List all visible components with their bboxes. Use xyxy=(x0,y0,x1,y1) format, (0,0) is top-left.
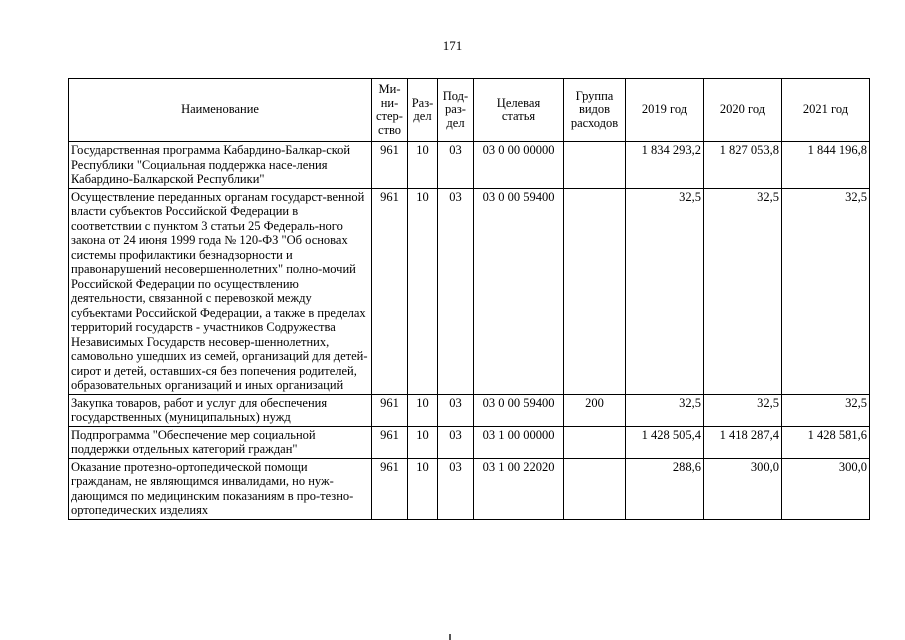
row-subsection: 03 xyxy=(438,188,474,394)
table-row xyxy=(69,394,870,426)
row-2020: 1 827 053,8 xyxy=(704,142,782,189)
row-2020: 1 418 287,4 xyxy=(704,426,782,458)
row-2021: 300,0 xyxy=(782,458,870,519)
row-ministry: 961 xyxy=(372,188,408,394)
row-ministry: 961 xyxy=(372,142,408,189)
header-2020 xyxy=(704,79,782,142)
header-name-text: Наименование xyxy=(181,102,259,117)
row-2021: 1 844 196,8 xyxy=(782,142,870,189)
row-group xyxy=(564,142,626,189)
row-2020: 32,5 xyxy=(704,188,782,394)
row-ministry: 961 xyxy=(372,426,408,458)
row-section: 10 xyxy=(408,458,438,519)
row-name: Закупка товаров, работ и услуг для обеспечения государственных (муниципальных) нужд xyxy=(69,394,372,426)
header-target-text: Целевая статья xyxy=(496,95,541,123)
row-2019: 1 834 293,2 xyxy=(626,142,704,189)
table-header-row xyxy=(69,79,870,142)
table-row xyxy=(69,458,870,519)
row-group xyxy=(564,458,626,519)
row-subsection: 03 xyxy=(438,394,474,426)
row-subsection: 03 xyxy=(438,426,474,458)
row-ministry: 961 xyxy=(372,394,408,426)
row-section: 10 xyxy=(408,426,438,458)
row-2019: 32,5 xyxy=(626,394,704,426)
header-section xyxy=(408,79,438,142)
row-2021: 1 428 581,6 xyxy=(782,426,870,458)
row-2020: 32,5 xyxy=(704,394,782,426)
row-section: 10 xyxy=(408,142,438,189)
row-section: 10 xyxy=(408,188,438,394)
page-bottom-mark xyxy=(449,634,451,640)
table-row xyxy=(69,142,870,189)
header-group-text: Группа видов расходов xyxy=(570,88,619,130)
header-section-text: Раз- дел xyxy=(411,95,434,123)
table-row xyxy=(69,426,870,458)
row-2019: 32,5 xyxy=(626,188,704,394)
header-2019 xyxy=(626,79,704,142)
header-ministry xyxy=(372,79,408,142)
row-name: Подпрограмма "Обеспечение мер социальной поддержки отдельных категорий граждан" xyxy=(69,426,372,458)
header-group xyxy=(564,79,626,142)
table-row xyxy=(69,188,870,394)
header-subsection xyxy=(438,79,474,142)
row-group xyxy=(564,188,626,394)
row-section: 10 xyxy=(408,394,438,426)
header-subsection-text: Под- раз- дел xyxy=(442,88,469,130)
row-subsection: 03 xyxy=(438,458,474,519)
row-2020: 300,0 xyxy=(704,458,782,519)
header-ministry-text: Ми- ни- стер- ство xyxy=(376,82,403,137)
header-2021-text: 2021 год xyxy=(802,102,849,117)
row-2019: 1 428 505,4 xyxy=(626,426,704,458)
row-target: 03 1 00 22020 xyxy=(474,458,564,519)
row-target: 03 0 00 59400 xyxy=(474,394,564,426)
row-2021: 32,5 xyxy=(782,394,870,426)
page-number: 171 xyxy=(442,38,463,53)
row-target: 03 0 00 59400 xyxy=(474,188,564,394)
row-2019: 288,6 xyxy=(626,458,704,519)
row-subsection: 03 xyxy=(438,142,474,189)
row-target: 03 0 00 00000 xyxy=(474,142,564,189)
header-2021 xyxy=(782,79,870,142)
header-target xyxy=(474,79,564,142)
row-ministry: 961 xyxy=(372,458,408,519)
header-name xyxy=(69,79,372,142)
header-2020-text: 2020 год xyxy=(719,102,766,117)
row-name: Государственная программа Кабардино-Балкар-ской Республики "Социальная поддержка насе-ления Кабардино-Балкарской Республики" xyxy=(69,142,372,189)
row-group: 200 xyxy=(564,394,626,426)
row-name: Оказание протезно-ортопедической помощи гражданам, не являющимся инвалидами, но нуж-дающимся по медицинским показаниям в про-тезно-ортопедических изделиях xyxy=(69,458,372,519)
header-2019-text: 2019 год xyxy=(641,102,688,117)
row-name: Осуществление переданных органам государст-венной власти субъектов Российской Федерации в соответствии с пунктом 3 статьи 25 Федераль-ного закона от 24 июня 1999 года № 120-ФЗ "Об основах системы профилактики безнадзорности и правонарушений несовершеннолетних" полно-мочий Российской Федерации по осуществлению деятельности, связанной с перевозкой между субъектами Российской Федерации, а также в пределах территорий государств - участников Содружества Независимых Государств несовер-шеннолетних, самовольно ушедших из семей, организаций для детей-сирот и детей, оставших-ся без попечения родителей, образовательных организаций и иных организаций xyxy=(69,188,372,394)
budget-table xyxy=(68,78,870,520)
row-2021: 32,5 xyxy=(782,188,870,394)
row-group xyxy=(564,426,626,458)
row-target: 03 1 00 00000 xyxy=(474,426,564,458)
